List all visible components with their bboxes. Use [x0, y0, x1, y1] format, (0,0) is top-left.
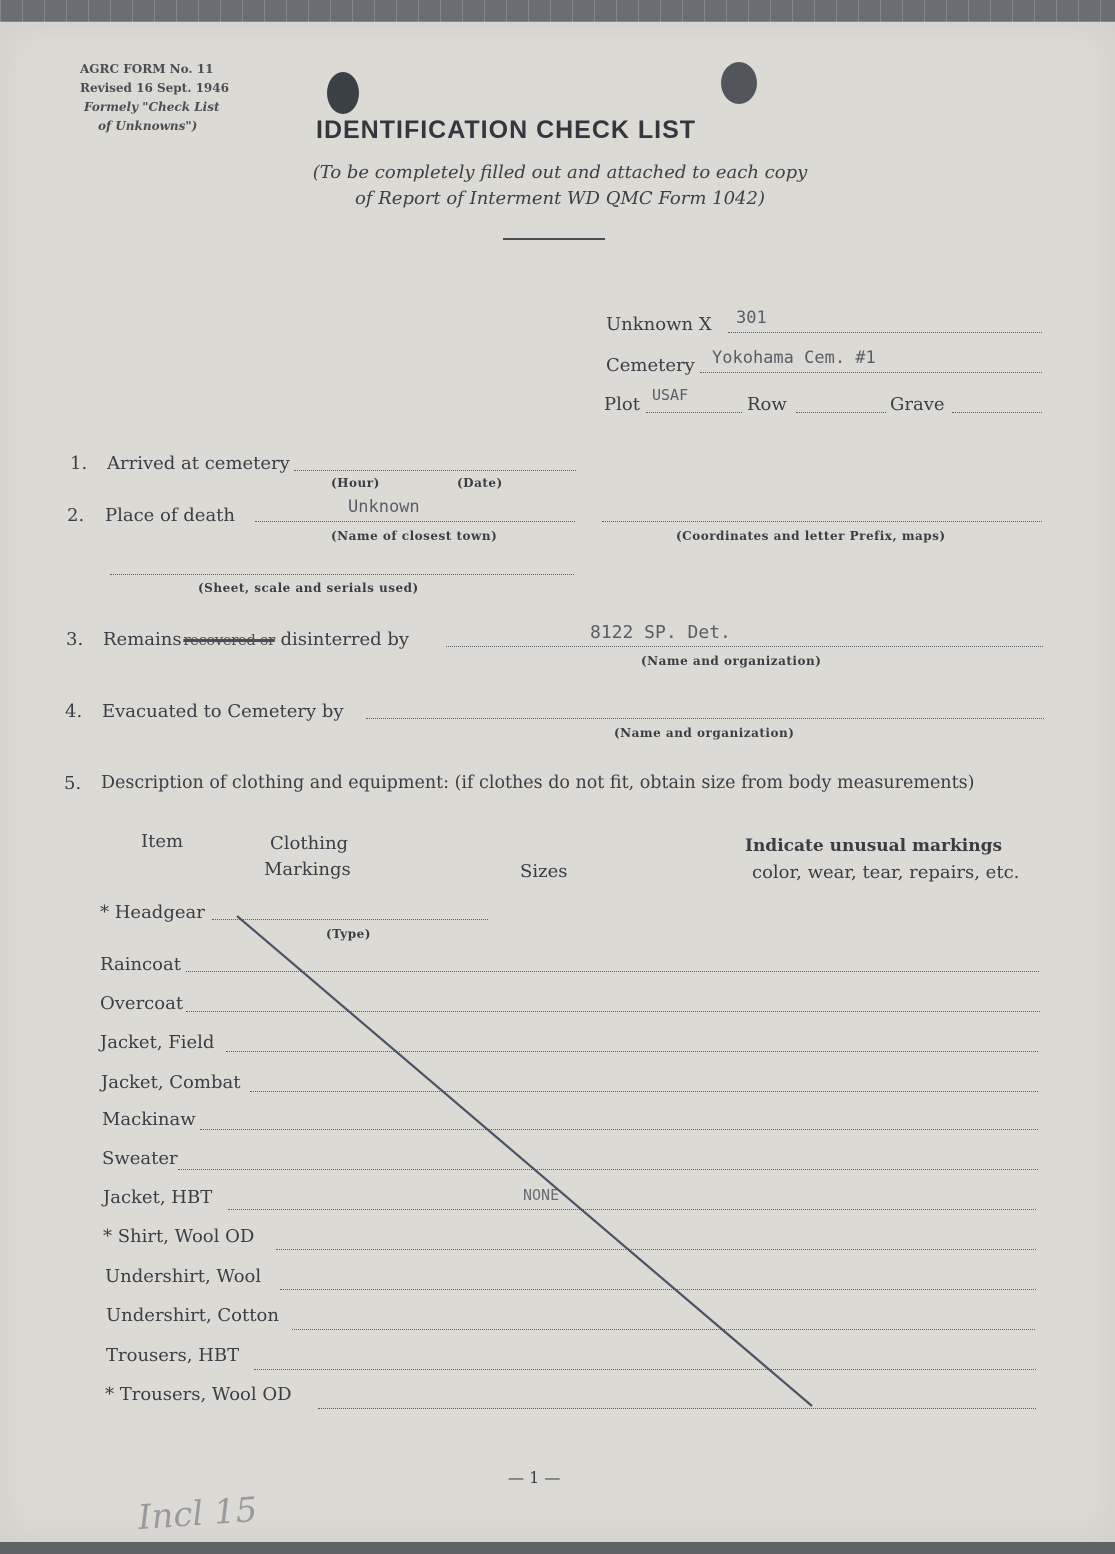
item4-caption: (Name and organization): [614, 726, 795, 740]
item1-label: Arrived at cemetery: [107, 453, 290, 474]
col-unusual-header-2: color, wear, tear, repairs, etc.: [752, 862, 1020, 883]
clothing-item-jacket-hbt: Jacket, HBT: [103, 1187, 213, 1208]
subtitle-line-2: of Report of Interment WD QMC Form 1042): [355, 188, 765, 209]
form-formerly-2: of Unknowns"): [98, 119, 198, 133]
form-revised: Revised 16 Sept. 1946: [80, 81, 229, 95]
disinterred-by-value: 8122 SP. Det.: [590, 622, 731, 643]
item2-label: Place of death: [105, 505, 236, 526]
item5-label: Description of clothing and equipment: (if clothes do not fit, obtain size from body measurements): [101, 773, 975, 793]
place-of-death-value: Unknown: [348, 497, 420, 517]
clothing-item-jacket-field: Jacket, Field: [100, 1032, 215, 1053]
headgear-type-caption: (Type): [326, 927, 371, 941]
clothing-item-undershirt-cotton: Undershirt, Cotton: [106, 1305, 279, 1326]
clothing-item-shirt-wool: * Shirt, Wool OD: [103, 1226, 255, 1247]
unknown-value: 301: [736, 308, 767, 328]
clothing-item-mackinaw: Mackinaw: [102, 1109, 196, 1130]
col-sizes-header: Sizes: [520, 861, 568, 882]
col-markings-header-1: Clothing: [270, 833, 349, 854]
strike-line: [237, 916, 812, 1406]
item1-number: 1.: [70, 453, 88, 474]
handwritten-note: Incl 15: [136, 1489, 259, 1539]
item3-label-pre: Remains: [103, 629, 182, 650]
subtitle-line-1: (To be completely filled out and attached to each copy: [312, 162, 808, 183]
plot-label: Plot: [604, 394, 640, 415]
cemetery-value: Yokohama Cem. #1: [712, 348, 876, 368]
item5-number: 5.: [64, 773, 82, 794]
item4-number: 4.: [65, 701, 83, 722]
headgear-label: * Headgear: [100, 902, 205, 923]
sheet-caption: (Sheet, scale and serials used): [198, 581, 419, 595]
form-formerly: Formely "Check List: [84, 100, 220, 114]
none-stamp: NONE: [523, 1186, 560, 1204]
clothing-item-undershirt-wool: Undershirt, Wool: [105, 1266, 262, 1287]
item3-struck-text: recovered or: [183, 631, 275, 649]
page-title: IDENTIFICATION CHECK LIST: [316, 116, 697, 144]
col-unusual-header-1: Indicate unusual markings: [745, 836, 1003, 856]
cemetery-label: Cemetery: [606, 355, 695, 376]
unknown-label: Unknown X: [606, 314, 712, 335]
clothing-item-raincoat: Raincoat: [100, 954, 181, 975]
row-label: Row: [747, 394, 787, 415]
grave-label: Grave: [890, 394, 945, 415]
hour-caption: (Hour): [331, 476, 380, 490]
date-caption: (Date): [457, 476, 503, 490]
item3-number: 3.: [66, 629, 84, 650]
item3-label-post: disinterred by: [280, 629, 410, 650]
clothing-item-jacket-combat: Jacket, Combat: [101, 1072, 241, 1093]
form-number: AGRC FORM No. 11: [80, 62, 214, 76]
page-number: — 1 —: [508, 1468, 561, 1487]
clothing-item-overcoat: Overcoat: [100, 993, 184, 1014]
item3-caption: (Name and organization): [641, 654, 822, 668]
town-caption: (Name of closest town): [331, 529, 498, 543]
col-item-header: Item: [141, 831, 184, 852]
plot-value: USAF: [652, 386, 689, 404]
item4-label: Evacuated to Cemetery by: [102, 701, 344, 722]
clothing-item-trousers-hbt: Trousers, HBT: [106, 1345, 240, 1366]
clothing-item-sweater: Sweater: [102, 1148, 178, 1169]
coord-caption: (Coordinates and letter Prefix, maps): [676, 529, 946, 543]
col-markings-header-2: Markings: [264, 859, 351, 880]
item2-number: 2.: [67, 505, 85, 526]
clothing-item-trousers-wool: * Trousers, Wool OD: [105, 1384, 292, 1405]
